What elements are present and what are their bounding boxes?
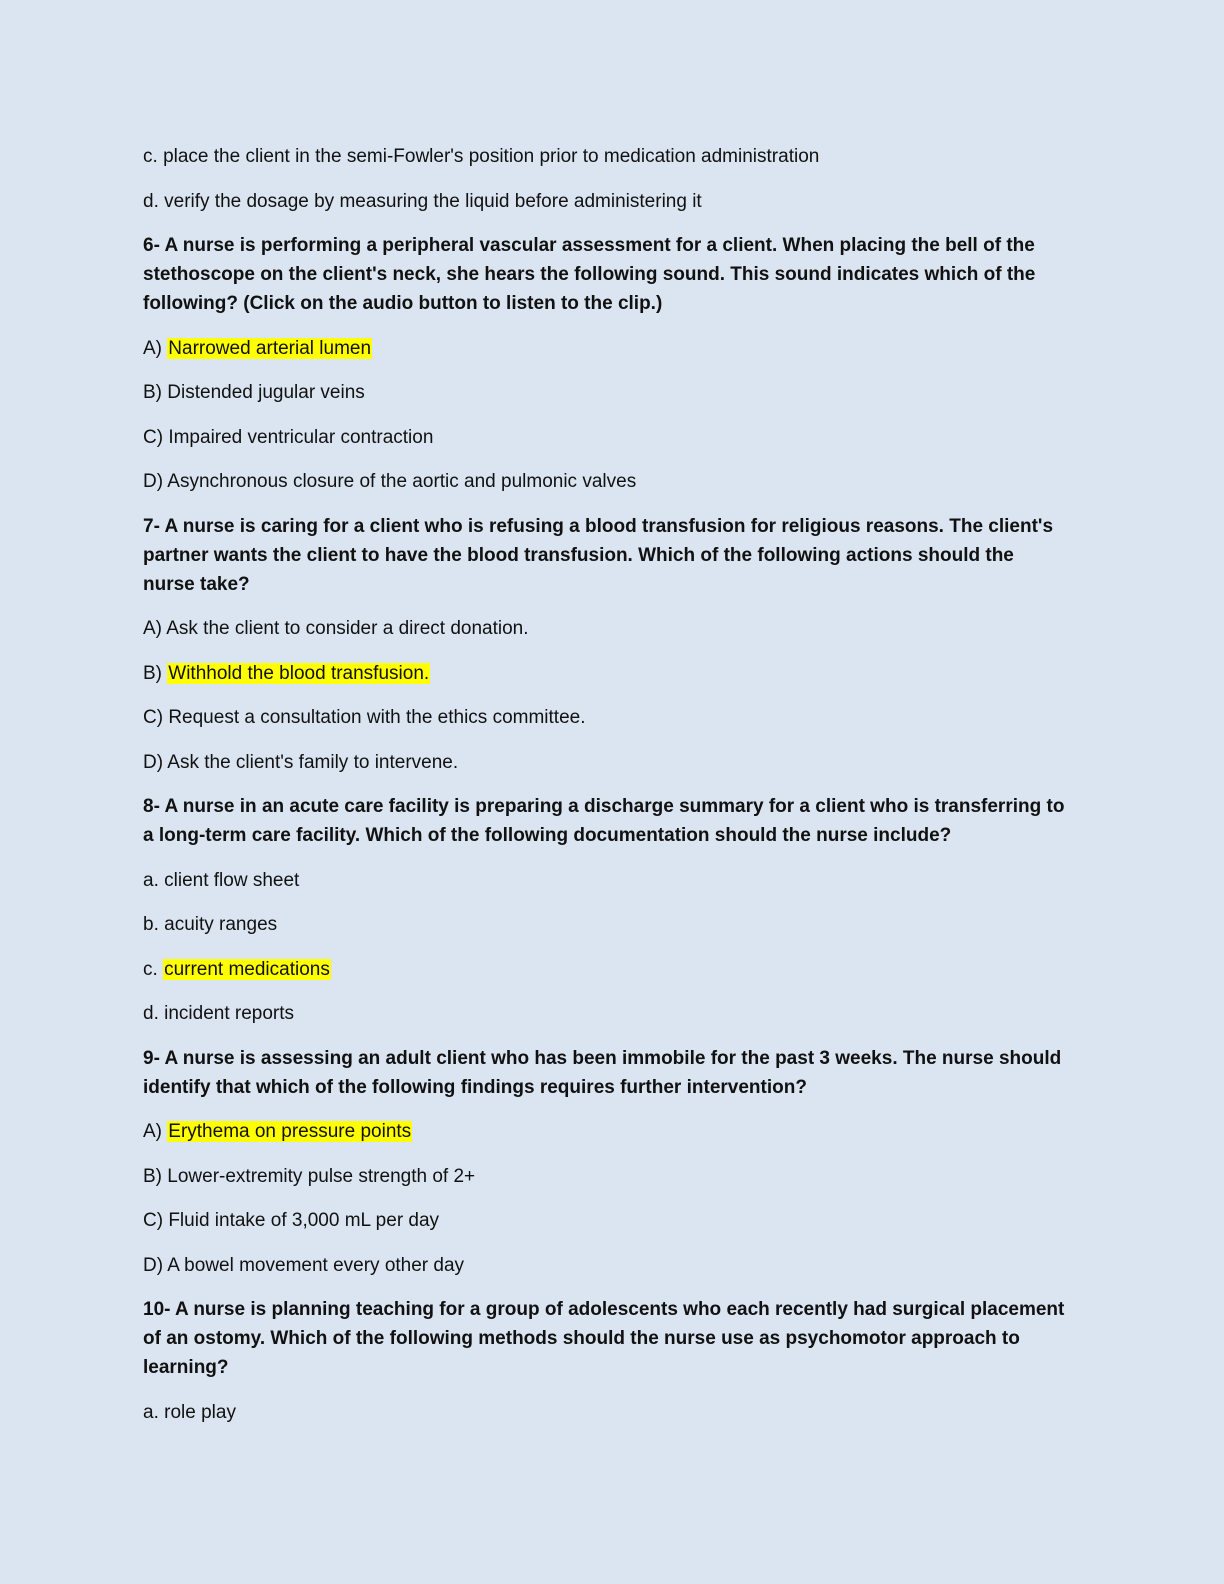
q8-option-b bbox=[143, 910, 1068, 939]
q5-option-d-text: verify the dosage by measuring the liquid before administering it bbox=[164, 190, 702, 212]
q6-option-a-prefix: A) bbox=[143, 337, 168, 359]
q7-option-d-prefix: D) bbox=[143, 751, 168, 773]
q6-option-d-prefix: D) bbox=[143, 471, 168, 492]
q9-option-c-text: Fluid intake of 3,000 mL per day bbox=[168, 1210, 440, 1231]
q6-option-d-text: Asynchronous closure of the aortic and pulmonic valves bbox=[167, 471, 637, 492]
document-page bbox=[143, 142, 1068, 1442]
q9-option-b-text: Lower-extremity pulse strength of 2+ bbox=[167, 1165, 476, 1187]
q6-option-c-prefix: C) bbox=[143, 426, 169, 448]
q6-option-b bbox=[143, 378, 1068, 407]
q6-option-b-text: Distended jugular veins bbox=[167, 382, 365, 403]
q10-option-a bbox=[143, 1398, 1068, 1427]
q9-option-d-prefix: D) bbox=[143, 1254, 168, 1276]
q7-stem: 7- A nurse is caring for a client who is refusing a blood transfusion for religious reasons. The client's partner wants the client to have the blood transfusion. Which of the following actions should the nurse take? bbox=[143, 515, 1054, 595]
q9-option-a-text-highlighted: Erythema on pressure points bbox=[168, 1121, 412, 1142]
q5-option-c-text: place the client in the semi-Fowler's position prior to medication administration bbox=[163, 146, 820, 167]
q8-option-a-text: client flow sheet bbox=[164, 869, 300, 891]
q8-stem: 8- A nurse in an acute care facility is preparing a discharge summary for a client who is transferring to a long-term care facility. Which of the following documentation should the nurse include? bbox=[143, 796, 1065, 846]
q6-option-c-text: Impaired ventricular contraction bbox=[168, 426, 434, 448]
q7-option-c-prefix: C) bbox=[143, 707, 169, 728]
q6-option-d bbox=[143, 467, 1068, 496]
q9-option-c-prefix: C) bbox=[143, 1210, 169, 1231]
q8-option-c-text-highlighted: current medications bbox=[164, 958, 330, 980]
q10-stem: 10- A nurse is planning teaching for a group of adolescents who each recently had surgical placement of an ostomy. Which of the following methods should the nurse use as psychomotor approach to learning? bbox=[143, 1299, 1065, 1378]
q7-option-a-prefix: A) bbox=[143, 618, 167, 639]
q9-option-b bbox=[143, 1162, 1068, 1191]
q6-option-a bbox=[143, 334, 1068, 363]
q10-option-a-text: role play bbox=[164, 1401, 236, 1423]
q5-option-d bbox=[143, 187, 1068, 216]
q8-option-d bbox=[143, 999, 1068, 1028]
q8-option-a bbox=[143, 866, 1068, 895]
q8-option-d-text: incident reports bbox=[164, 1003, 295, 1024]
q8-option-d-prefix: d. bbox=[143, 1003, 165, 1024]
q9-option-a-prefix: A) bbox=[143, 1121, 168, 1142]
q6-option-c bbox=[143, 423, 1068, 452]
q10-option-a-prefix: a. bbox=[143, 1401, 165, 1423]
q7-option-a bbox=[143, 614, 1068, 643]
q8-option-c-prefix: c. bbox=[143, 958, 164, 980]
q7-option-d-text: Ask the client's family to intervene. bbox=[167, 751, 459, 773]
q7-option-c bbox=[143, 703, 1068, 732]
q7-option-b bbox=[143, 659, 1068, 688]
q7-option-b-text-highlighted: Withhold the blood transfusion. bbox=[168, 662, 430, 684]
q8-option-b-prefix: b. bbox=[143, 914, 165, 935]
q9-option-c bbox=[143, 1206, 1068, 1235]
q7-option-c-text: Request a consultation with the ethics committee. bbox=[168, 707, 586, 728]
q9-option-d bbox=[143, 1251, 1068, 1280]
q8-option-b-text: acuity ranges bbox=[164, 914, 278, 935]
q8-option-a-prefix: a. bbox=[143, 869, 165, 891]
q9-option-d-text: A bowel movement every other day bbox=[167, 1254, 465, 1276]
q9-option-a bbox=[143, 1117, 1068, 1146]
q6-option-a-text-highlighted: Narrowed arterial lumen bbox=[168, 337, 372, 359]
q6-stem: 6- A nurse is performing a peripheral vascular assessment for a client. When placing the bell of the stethoscope on the client's neck, she hears the following sound. This sound indicates which of the following? (Click on the audio button to listen to the clip.) bbox=[143, 235, 1036, 314]
q7-option-b-prefix: B) bbox=[143, 662, 168, 684]
q5-option-c bbox=[143, 142, 1068, 171]
q6-option-b-prefix: B) bbox=[143, 382, 168, 403]
q9-option-b-prefix: B) bbox=[143, 1165, 168, 1187]
q5-option-d-prefix: d. bbox=[143, 190, 165, 212]
q7-option-d bbox=[143, 748, 1068, 777]
q8-option-c bbox=[143, 955, 1068, 984]
q9-stem: 9- A nurse is assessing an adult client who has been immobile for the past 3 weeks. The nurse should identify that which of the following findings requires further intervention? bbox=[143, 1047, 1062, 1098]
q7-option-a-text: Ask the client to consider a direct donation. bbox=[166, 618, 529, 639]
q5-option-c-prefix: c. bbox=[143, 146, 164, 167]
